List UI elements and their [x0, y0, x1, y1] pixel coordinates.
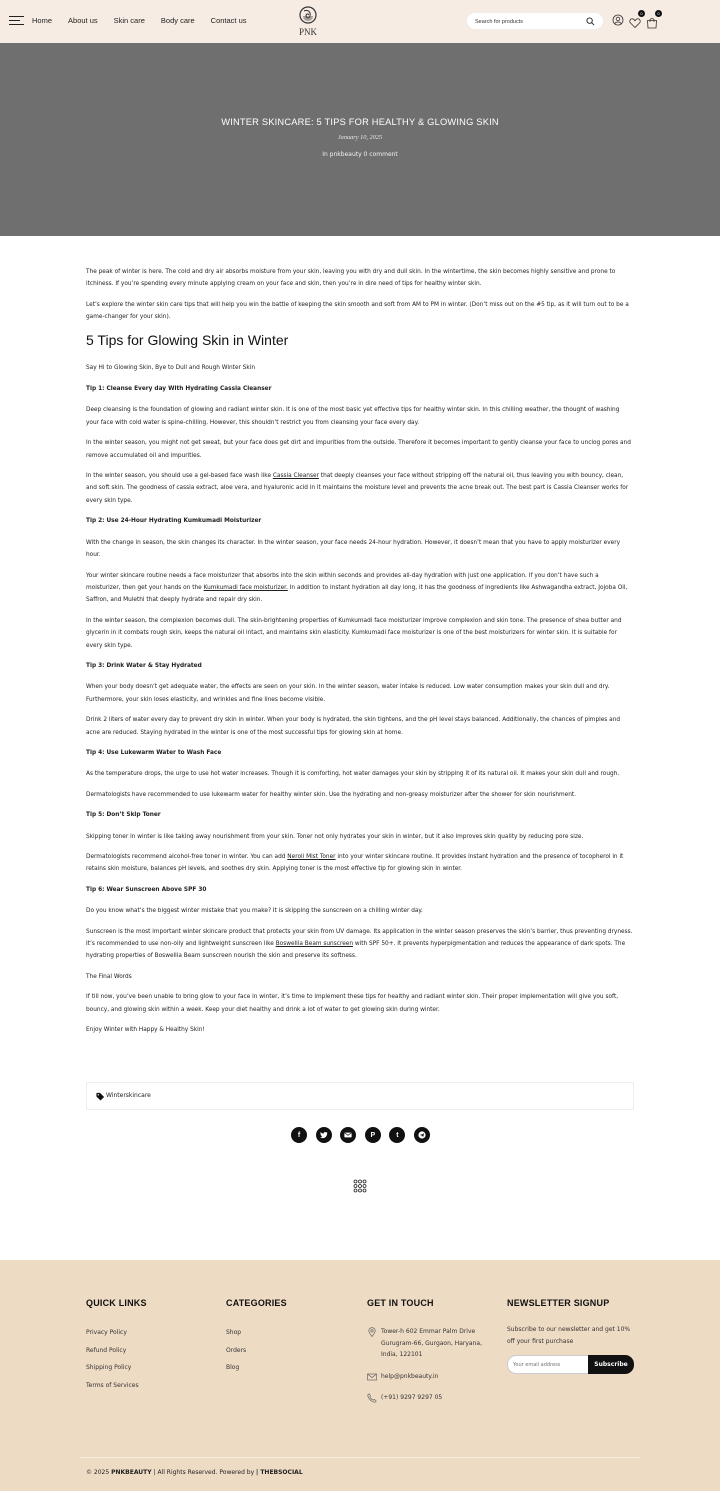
tag-icon	[96, 1092, 105, 1101]
account-icon[interactable]	[612, 14, 624, 26]
main-nav	[32, 16, 263, 25]
categories-title: CATEGORIES	[226, 1298, 287, 1308]
nav-skin-care[interactable]: Skin care	[113, 16, 145, 25]
subscribe-button[interactable]: Subscribe	[588, 1355, 634, 1374]
intro-paragraph-1: The peak of winter is here. The cold and dry air absorbs moisture from your skin, leaving you with dry and dull skin. In the wintertime, the skin becomes highly sensitive and prone to itchiness. If you’re spending every minute applying cream on your face and skin, then you’re in dire need of tips for healthy winter skin.	[86, 269, 616, 288]
post-title: WINTER SKINCARE: 5 TIPS FOR HEALTHY & GLOWING SKIN	[221, 117, 499, 127]
tag-winterskincare[interactable]: Winterskincare	[106, 1092, 151, 1099]
copyright-brand: PNKBEAUTY	[111, 1469, 152, 1476]
brand-logo[interactable]	[291, 4, 325, 38]
footer-link-privacy-policy[interactable]: Privacy Policy	[86, 1329, 127, 1336]
newsletter-form	[507, 1355, 634, 1374]
tip-5-paragraph-1: Skipping toner in winter is like taking away nourishment from your skin. Toner not only hydrates your skin in winter, but it also improves skin quality by reducing pore size.	[86, 833, 584, 840]
tip-4-paragraph-1: As the temperature drops, the urge to use hot water increases. Though it is comforting, hot water damages your skin by stripping it of its natural oil. It makes your skin dull and rough.	[86, 771, 620, 778]
pinterest-icon[interactable]: P	[365, 1127, 381, 1143]
kumkumadi-moisturizer-link[interactable]: Kumkumadi face moisturizer.	[203, 584, 288, 591]
nav-contact-us[interactable]: Contact us	[210, 16, 247, 25]
cassia-cleanser-link[interactable]: Cassia Cleanser	[272, 473, 319, 480]
all-posts-grid-icon[interactable]	[353, 1179, 367, 1193]
boswellia-sunscreen-link[interactable]: Boswellia Beam sunscreen	[275, 941, 354, 948]
wishlist[interactable]	[629, 11, 643, 26]
article-body	[86, 266, 634, 1044]
footer-link-shop[interactable]: Shop	[226, 1329, 242, 1336]
heart-icon	[629, 17, 641, 29]
tip-2-title: Tip 2: Use 24-Hour Hydrating Kumkumadi Moisturizer	[86, 518, 262, 525]
intro-paragraph-2: Let’s explore the winter skin care tips that will help you win the battle of keeping the skin smooth and soft from AM to PM in winter. (Don’t miss out on the #5 tip, as it will turn out to be a game-changer for your skin).	[86, 301, 629, 321]
envelope-icon	[367, 1372, 377, 1382]
tip-6-paragraph-1: Do you know what’s the biggest winter mistake that you make? It is skipping the sunscreen on a chilling winter day.	[86, 908, 423, 915]
footer-link-blog[interactable]: Blog	[226, 1364, 240, 1371]
powered-by-link[interactable]: | THEBSOCIAL	[256, 1469, 303, 1476]
footer-link-refund-policy[interactable]: Refund Policy	[86, 1346, 127, 1354]
wishlist-count-badge: 0	[638, 10, 645, 17]
final-words-title: The Final Words	[86, 973, 132, 980]
tip-2-paragraph-1: With the change in season, the skin changes its character. In the winter season, your face needs 24-hour hydration. However, it doesn’t mean that you have to apply moisturizer every hour.	[86, 539, 621, 559]
tip-1-paragraph-2: In the winter season, you might not get sweat, but your face does get dirt and impurities from the outside. Therefore it becomes important to gently cleanse your face to unclog pores and remove accumulated oil and impurities.	[86, 440, 631, 459]
post-meta[interactable]: In pnkbeauty 0 comment	[322, 151, 398, 158]
tip-4-title: Tip 4: Use Lukewarm Water to Wash Face	[86, 749, 222, 756]
post-tags	[86, 1082, 634, 1110]
cart[interactable]	[646, 11, 660, 26]
search-icon[interactable]	[586, 17, 595, 26]
site-footer	[0, 1260, 720, 1491]
tumblr-icon[interactable]: t	[389, 1127, 405, 1143]
post-hero	[0, 43, 720, 236]
nav-about-us[interactable]: About us	[68, 16, 98, 25]
final-paragraph-2: Enjoy Winter with Happy & Healthy Skin!	[86, 1027, 205, 1034]
tip-4-paragraph-2: Dermatologists have recommended to use lukewarm water for healthy winter skin. Use the hydrating and non-greasy moisturizer after the shower for skin nourishment.	[86, 791, 577, 798]
location-pin-icon	[367, 1327, 377, 1337]
neroli-mist-toner-link[interactable]: Neroli Mist Toner	[287, 854, 336, 860]
tip-3-paragraph-2: Drink 2 liters of water every day to prevent dry skin in winter. When your body is hydrated, the skin tightens, and the pH level stays balanced. Additionally, the chances of pimples and acne are reduced. Staying hydrated in the winter is one of the most successful tips for glowing skin at home.	[86, 717, 621, 736]
newsletter-text: Subscribe to our newsletter and get 10% off your first purchase	[507, 1326, 631, 1345]
tip-5-title: Tip 5: Don’t Skip Toner	[86, 812, 161, 819]
nav-home[interactable]: Home	[32, 16, 53, 25]
tip-1-paragraph-1: Deep cleansing is the foundation of glowing and radiant winter skin. It is one of the most basic yet effective tips for healthy winter skin. In this chilling weather, the thought of washing your face with cold water is spine-chilling. However, this shouldn’t restrict you from cleansing your face every day.	[86, 407, 620, 426]
tip-3-paragraph-1: When your body doesn’t get adequate water, the effects are seen on your skin. In the winter season, water intake is reduced. Low water consumption makes your skin dull and dry. Furthermore, your skin loses elasticity, and wrinkles and fine lines become visible.	[86, 684, 610, 703]
cart-icon	[646, 17, 658, 29]
email-icon[interactable]	[340, 1127, 356, 1143]
article-heading: 5 Tips for Glowing Skin in Winter	[86, 331, 289, 348]
article-subheading: Say Hi to Glowing Skin, Bye to Dull and Rough Winter Skin	[86, 364, 256, 371]
footer-contact	[367, 1298, 492, 1414]
contact-email[interactable]: help@pnkbeauty.in	[367, 1371, 492, 1383]
tip-5-paragraph-2: Dermatologists recommend alcohol-free toner in winter. You can add Neroli Mist Toner into your winter skincare routine. It provides instant hydration and the presence of tocopherol in it retains skin moisture, balances pH levels, and soothes dry skin. Applying toner is the most effective tip for glowing skin in winter.	[86, 854, 624, 873]
footer-divider	[80, 1457, 640, 1458]
telegram-icon[interactable]	[414, 1127, 430, 1143]
logo-text: PNK	[298, 27, 318, 37]
nav-body-care[interactable]: Body care	[160, 16, 195, 25]
tip-2-paragraph-3: In the winter season, the complexion becomes dull. The skin-brightening properties of Kumkumadi face moisturizer improve complexion and skin tone. The presence of shea butter and glycerin in it combats rough skin, keeps the natural oil intact, and maintains skin elasticity. Kumkumadi face moisturizer is one of the best moisturizers for winter skin. It is suitable for every skin type.	[86, 617, 622, 649]
cart-count-badge: 0	[655, 10, 662, 17]
tip-1-paragraph-3: In the winter season, you should use a gel-based face wash like Cassia Cleanser that deeply cleanses your face without stripping off the natural oil, thus leaving you with bouncy, clean, and soft skin. The goodness of cassia extract, aloe vera, and hyaluronic acid in it maintains the moisture level and prevents the acne break out. The best part is Cassia Cleanser works for every skin type.	[86, 473, 629, 504]
footer-link-terms-of-services[interactable]: Terms of Services	[86, 1381, 139, 1389]
tip-1-title: Tip 1: Cleanse Every day With Hydrating Cassia Cleanser	[86, 386, 272, 393]
tip-2-paragraph-2: Your winter skincare routine needs a face moisturizer that absorbs into the skin within seconds and provides all-day hydration with just one application. If you don’t have such a moisturizer, then get your hands on the Kumkumadi face moisturizer. In addition to instant hydration all day long, it has the goodness of ingredients like Ashwagandha extract, Jojoba Oil, Saffron, and Mulethi that deeply hydrate and repair dry skin.	[86, 572, 628, 604]
search-input[interactable]	[475, 16, 585, 28]
footer-link-shipping-policy[interactable]: Shipping Policy	[86, 1364, 132, 1371]
get-in-touch-title: GET IN TOUCH	[367, 1298, 434, 1308]
site-header	[0, 0, 720, 43]
final-paragraph-1: If till now, you’ve been unable to bring glow to your face in winter, it’s time to implement these tips for healthy and radiant winter skin. Their proper implementation will give you soft, bouncy, and glowing skin within a week. Keep your diet healthy and drink a lot of water to get glowing skin during winter.	[86, 994, 619, 1013]
tip-6-title: Tip 6: Wear Sunscreen Above SPF 30	[86, 886, 207, 893]
copyright-text: © 2025 PNKBEAUTY | All Rights Reserved. Powered by | THEBSOCIAL	[86, 1469, 303, 1476]
footer-newsletter	[507, 1298, 634, 1374]
contact-phone[interactable]: (+91) 9297 9297 05	[367, 1392, 492, 1404]
newsletter-title: NEWSLETTER SIGNUP	[507, 1298, 610, 1308]
twitter-icon[interactable]	[316, 1127, 332, 1143]
tip-3-title: Tip 3: Drink Water & Stay Hydrated	[86, 662, 202, 669]
footer-quick-links	[86, 1298, 147, 1399]
post-date: January 10, 2025	[337, 134, 383, 141]
phone-icon	[367, 1393, 377, 1403]
newsletter-email-input[interactable]	[507, 1355, 589, 1374]
tip-6-paragraph-2: Sunscreen is the most important winter skincare product that protects your skin from UV damage. Its application in the winter season preserves the skin’s barrier, thus preventing dryness. It’s recommended to use non-oily and lightweight sunscreen like Boswellia Beam sunscreen with SPF 50+. It prevents hyperpigmentation and reduces the appearance of dark spots. The hydrating properties of Boswellia Beam sunscreen nourish the skin and preserve its softness.	[86, 928, 633, 960]
facebook-icon[interactable]: f	[291, 1127, 307, 1143]
quick-links-title: QUICK LINKS	[86, 1298, 147, 1308]
menu-icon[interactable]	[9, 16, 24, 26]
contact-address: Tower-h 602 Emmar Palm Drive Gurugram-66, Gurgaon, Haryana, India, 122101	[367, 1326, 492, 1361]
search-box	[466, 12, 604, 30]
footer-link-orders[interactable]: Orders	[226, 1346, 247, 1354]
share-buttons	[291, 1127, 439, 1143]
footer-categories	[226, 1298, 287, 1382]
